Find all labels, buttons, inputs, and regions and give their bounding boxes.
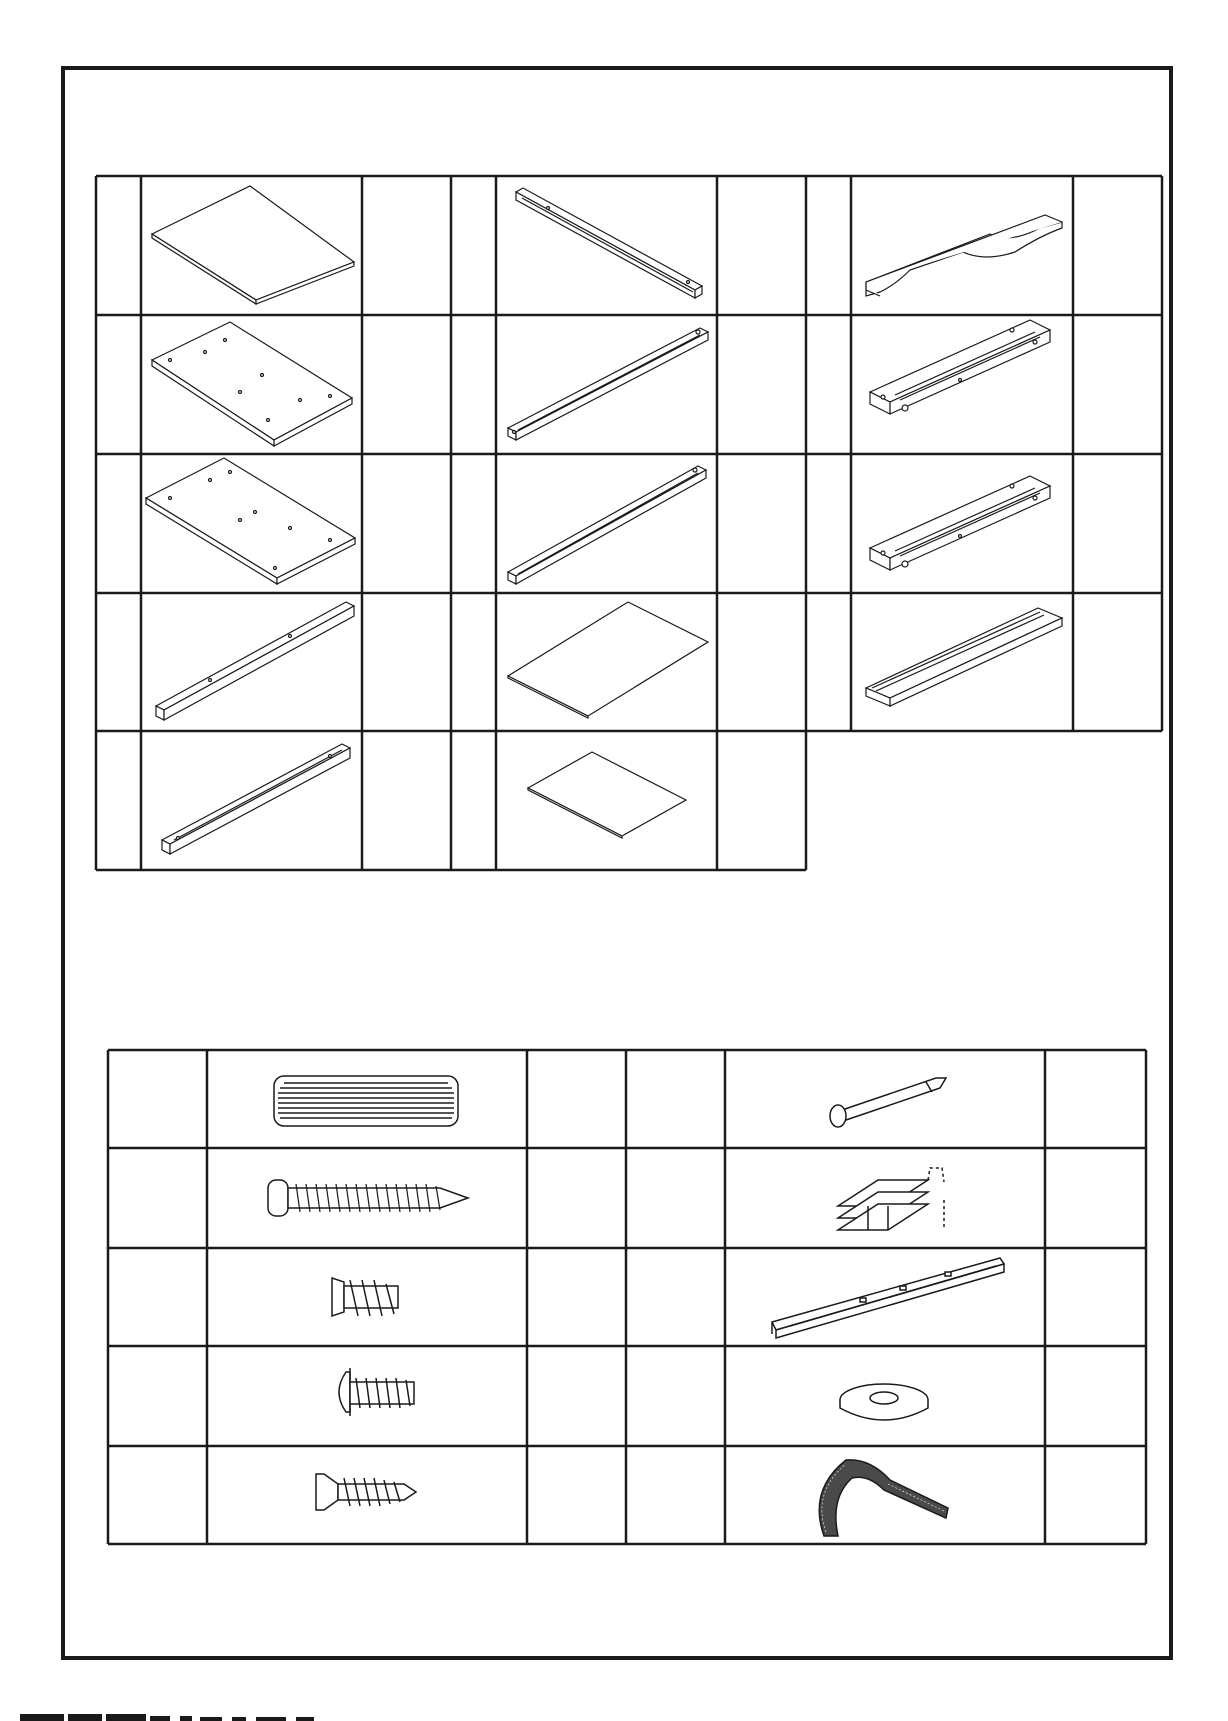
footer-marks xyxy=(0,1700,1228,1721)
footer-marks-graphic xyxy=(0,1700,1228,1721)
page-border xyxy=(61,66,1173,1660)
